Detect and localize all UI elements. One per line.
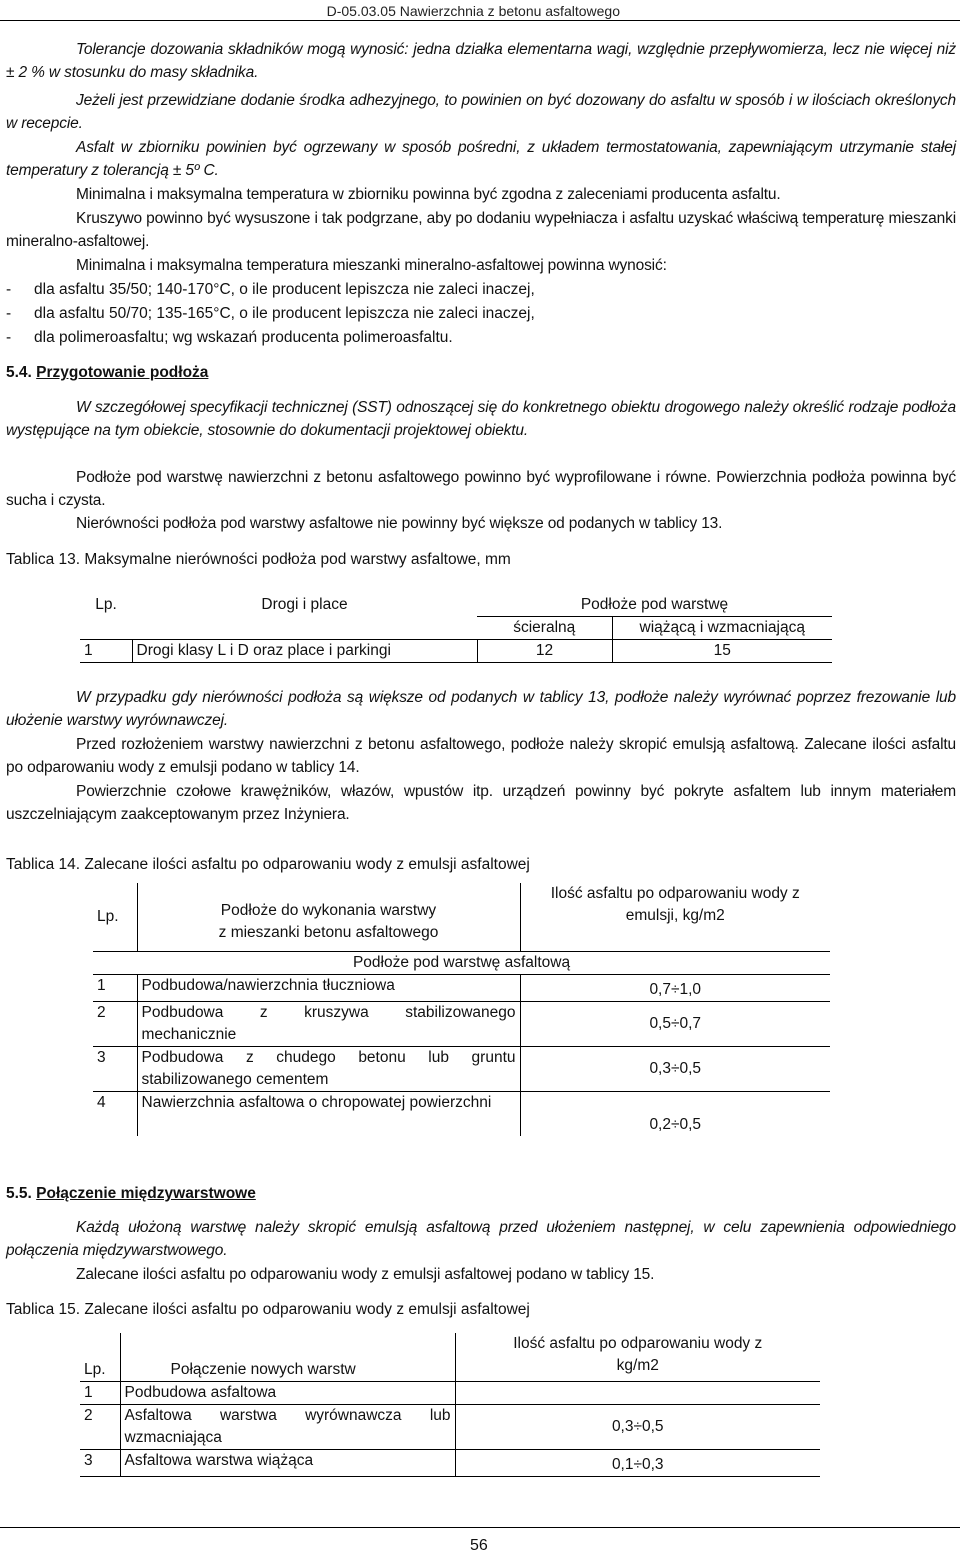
paragraph-table-15-ref: Zalecane ilości asfaltu po odparowaniu wody z emulsji asfaltowej podano w tablicy 15. bbox=[76, 1266, 655, 1283]
table-header-wearing: ścieralną bbox=[477, 617, 612, 640]
table-header-roads: Drogi i place bbox=[261, 596, 348, 613]
paragraph-substrate-profile: Podłoże pod warstwę nawierzchni z betonu asfaltowego powinno być wyprofilowane i równe. Powierzchnia podłoża powinna być sucha i czysta. bbox=[6, 469, 956, 509]
table-row: 1 Podbudowa/nawierzchnia tłuczniowa 0,7÷1,0 bbox=[93, 975, 830, 1002]
paragraph-milling: W przypadku gdy nierówności podłoża są większe od podanych w tablicy 13, podłoże należy wyrównać poprzez frezowanie lub ułożenie warstwy wyrównawczej. bbox=[6, 689, 956, 729]
table-14-caption: Tablica 14. Zalecane ilości asfaltu po odparowaniu wody z emulsji asfaltowej bbox=[6, 856, 530, 873]
table-14 bbox=[93, 883, 830, 1136]
list-item: - dla asfaltu 50/70; 135-165°C, o ile producent lepiszcza nie zaleci inaczej, bbox=[6, 305, 535, 322]
table-15-caption: Tablica 15. Zalecane ilości asfaltu po odparowaniu wody z emulsji asfaltowej bbox=[6, 1301, 530, 1318]
table-row: 2 Podbudowa z kruszywa stabilizowanego mechanicznie 0,5÷0,7 bbox=[93, 1002, 830, 1047]
paragraph-unevenness: Nierówności podłoża pod warstwy asfaltowe nie powinny być większe od podanych w tablicy 13. bbox=[76, 515, 723, 532]
paragraph-aggregate-drying: Kruszywo powinno być wysuszone i tak podgrzane, aby po dodaniu wypełniacza i asfaltu uzyskać właściwą temperaturę mieszanki mineralno-asfaltowej. bbox=[6, 210, 956, 250]
section-heading-5-4: 5.4. Przygotowanie podłoża bbox=[6, 364, 209, 381]
table-header-amount: Ilość asfaltu po odparowaniu wody z kg/m2 bbox=[455, 1333, 820, 1382]
table-row: 2 Asfaltowa warstwa wyrównawcza lub wzmacniająca 0,3÷0,5 bbox=[80, 1405, 820, 1450]
paragraph-adhesive: Jeżeli jest przewidziane dodanie środka adhezyjnego, to powinien on być dozowany do asfaltu w sposób i w ilościach określonych w recepcie. bbox=[6, 92, 956, 132]
table-header-lp: Lp. bbox=[80, 1333, 120, 1382]
section-heading-5-5: 5.5. Połączenie międzywarstwowe bbox=[6, 1185, 256, 1202]
paragraph-sst-substrate: W szczegółowej specyfikacji technicznej (SST) odnoszącej się do konkretnego obiektu drogowego należy określić rodzaje podłoża występujące na tym obiekcie, stosownie do dokumentacji projektowej obiektu. bbox=[6, 399, 956, 439]
paragraph-tank-temperature: Minimalna i maksymalna temperatura w zbiorniku powinna być zgodna z zaleceniami producenta asfaltu. bbox=[76, 186, 781, 203]
table-header-binding: wiążącą i wzmacniającą bbox=[612, 617, 832, 640]
paragraph-curbs: Powierzchnie czołowe krawężników, włazów, wpustów itp. urządzeń powinny być pokryte asfaltem lub innym materiałem uszczelniającym zaakceptowanym przez Inżyniera. bbox=[6, 783, 956, 823]
header-rule bbox=[0, 20, 960, 21]
paragraph-dosing-tolerance: Tolerancje dozowania składników mogą wynosić: jedna działka elementarna wagi, względnie przepływomierza, lecz nie więcej niż ± 2 % w stosunku do masy składnika. bbox=[6, 41, 956, 81]
paragraph-mix-temperature: Minimalna i maksymalna temperatura mieszanki mineralno-asfaltowej powinna wynosić: bbox=[76, 257, 667, 274]
table-header-lp: Lp. bbox=[95, 596, 117, 613]
footer-rule bbox=[0, 1527, 960, 1528]
paragraph-spraying: Przed rozłożeniem warstwy nawierzchni z betonu asfaltowego, podłoże należy skropić emulsją asfaltową. Zalecane ilości asfaltu po odparowaniu wody z emulsji podano w tablicy 14. bbox=[6, 736, 956, 776]
page-number: 56 bbox=[470, 1537, 488, 1554]
list-item: - dla polimeroasfaltu; wg wskazań producenta polimeroasfaltu. bbox=[6, 329, 453, 346]
table-subheader: Podłoże pod warstwę asfaltową bbox=[93, 952, 830, 975]
table-row: 3 Asfaltowa warstwa wiążąca 0,1÷0,3 bbox=[80, 1450, 820, 1477]
table-row: 3 Podbudowa z chudego betonu lub gruntu stabilizowanego cementem 0,3÷0,5 bbox=[93, 1047, 830, 1092]
header-title: D-05.03.05 Nawierzchnia z betonu asfaltowego bbox=[326, 3, 620, 19]
table-row: 4 Nawierzchnia asfaltowa o chropowatej powierzchni 0,2÷0,5 bbox=[93, 1092, 830, 1137]
table-header-substrate: Podłoże do wykonania warstwy z mieszanki betonu asfaltowego bbox=[137, 883, 520, 952]
table-header-joining: Połączenie nowych warstw bbox=[120, 1333, 455, 1382]
page-header bbox=[0, 0, 960, 24]
table-header-amount: Ilość asfaltu po odparowaniu wody z emulsji, kg/m2 bbox=[520, 883, 830, 952]
table-header-substrate: Podłoże pod warstwę bbox=[580, 596, 729, 613]
table-13-caption: Tablica 13. Maksymalne nierówności podłoża pod warstwy asfaltowe, mm bbox=[6, 551, 511, 568]
table-13 bbox=[80, 594, 832, 663]
paragraph-interlayer: Każdą ułożoną warstwę należy skropić emulsją asfaltową przed ułożeniem następnej, w celu zapewnienia odpowiedniego połączenia międzywarstwowego. bbox=[6, 1219, 956, 1259]
table-header-lp: Lp. bbox=[93, 883, 137, 952]
table-15 bbox=[80, 1333, 820, 1477]
paragraph-bitumen-tank: Asfalt w zbiorniku powinien być ogrzewany w sposób pośredni, z układem termostatowania, zapewniającym utrzymanie stałej temperatury z tolerancją ± 5º C. bbox=[6, 139, 956, 179]
table-row: 1 Podbudowa asfaltowa bbox=[80, 1382, 820, 1405]
table-row: 1 Drogi klasy L i D oraz place i parkingi 12 15 bbox=[80, 640, 832, 663]
list-item: - dla asfaltu 35/50; 140-170°C, o ile producent lepiszcza nie zaleci inaczej, bbox=[6, 281, 535, 298]
